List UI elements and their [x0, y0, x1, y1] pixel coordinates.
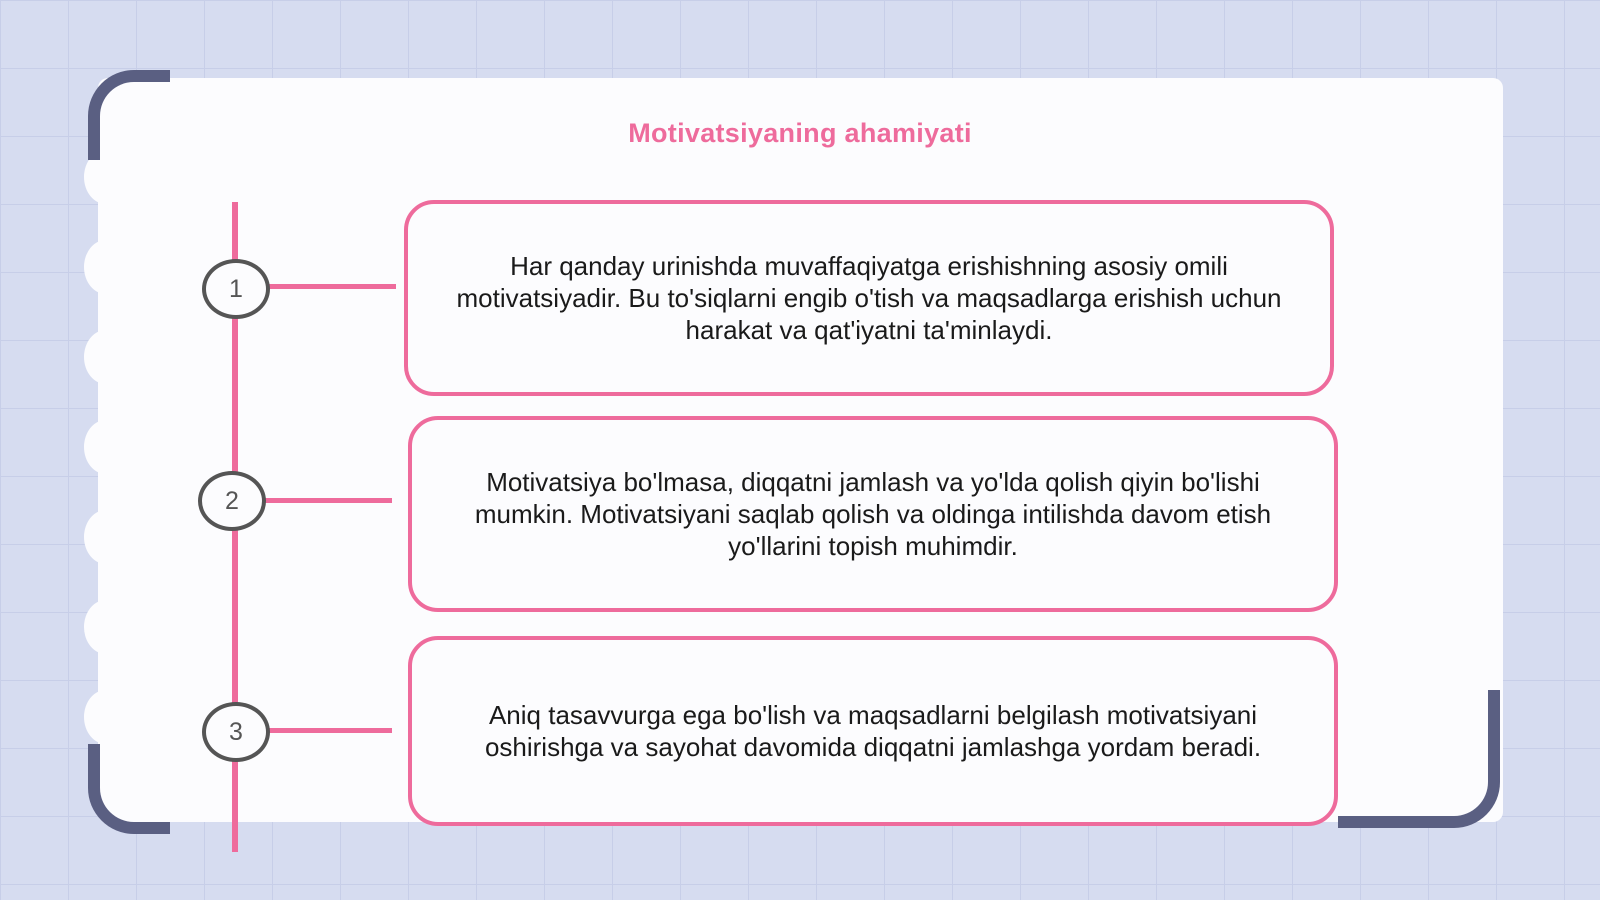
step-number-3: 3 — [202, 702, 270, 762]
timeline-connector-2 — [258, 498, 392, 503]
step-text-2: Motivatsiya bo'lmasa, diqqatni jamlash va yo'lda qolish qiyin bo'lishi mumkin. Motivatsiyani saqlab qolish va oldinga intilishda davom etish yo'llarini topish muhimdir. — [474, 467, 1272, 561]
step-text-3: Aniq tasavvurga ega bo'lish va maqsadlarni belgilash motivatsiyani oshirishga va sayohat davomida diqqatni jamlashga yordam beradi. — [484, 700, 1262, 762]
timeline-connector-3 — [262, 728, 392, 733]
timeline-connector-1 — [262, 284, 396, 289]
frame-corner-top-left — [88, 70, 170, 160]
step-box-1 — [404, 200, 1334, 396]
frame-corner-bottom-left — [88, 744, 170, 834]
step-box-3 — [408, 636, 1338, 826]
step-text-1: Har qanday urinishda muvaffaqiyatga erishishning asosiy omili motivatsiyadir. Bu to'siqlarni engib o'tish va maqsadlarga erishish uchun harakat va qat'iyatni ta'minlaydi. — [456, 251, 1282, 345]
torn-edge-decoration — [84, 150, 134, 750]
step-box-2 — [408, 416, 1338, 612]
slide-title: Motivatsiyaning ahamiyati — [628, 118, 972, 148]
frame-corner-bottom-right — [1338, 690, 1500, 828]
step-number-1: 1 — [202, 259, 270, 319]
step-number-2: 2 — [198, 471, 266, 531]
